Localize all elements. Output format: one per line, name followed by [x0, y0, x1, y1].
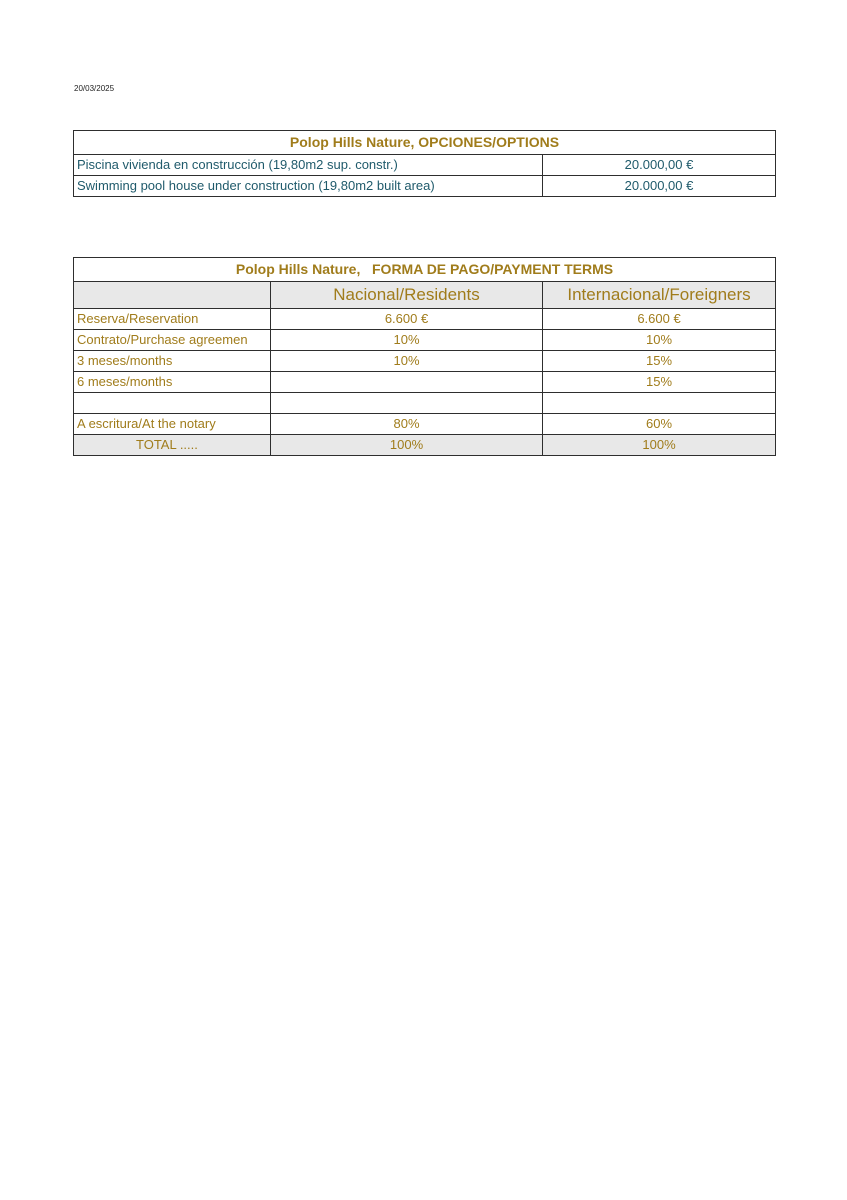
national-value: 80%: [271, 414, 543, 435]
payment-label: 6 meses/months: [74, 372, 271, 393]
international-value: 60%: [543, 414, 776, 435]
options-table-title: Polop Hills Nature, OPCIONES/OPTIONS: [74, 131, 776, 155]
payment-label: A escritura/At the notary: [74, 414, 271, 435]
table-row: [74, 372, 776, 393]
payment-terms-table: [73, 257, 776, 456]
table-row: [74, 393, 776, 414]
payment-table-title: Polop Hills Nature, FORMA DE PAGO/PAYMENT TERMS: [74, 258, 776, 282]
table-row: [74, 309, 776, 330]
table-row: [74, 176, 776, 197]
national-value: [271, 372, 543, 393]
option-label: Piscina vivienda en construcción (19,80m2 sup. constr.): [74, 155, 543, 176]
option-price: 20.000,00 €: [543, 176, 776, 197]
national-value: [271, 393, 543, 414]
international-value: [543, 393, 776, 414]
payment-label: 3 meses/months: [74, 351, 271, 372]
international-value: 15%: [543, 372, 776, 393]
document-date: 20/03/2025: [74, 84, 115, 93]
payment-title-row: [74, 258, 776, 282]
international-value: 10%: [543, 330, 776, 351]
international-value: 6.600 €: [543, 309, 776, 330]
table-row: [74, 414, 776, 435]
total-label: TOTAL .....: [74, 435, 271, 456]
table-row: [74, 155, 776, 176]
table-row: [74, 330, 776, 351]
international-total: 100%: [543, 435, 776, 456]
international-value: 15%: [543, 351, 776, 372]
payment-header-row: [74, 282, 776, 309]
payment-label: Reserva/Reservation: [74, 309, 271, 330]
table-row: [74, 351, 776, 372]
national-value: 10%: [271, 330, 543, 351]
national-value: 6.600 €: [271, 309, 543, 330]
national-value: 10%: [271, 351, 543, 372]
options-table: [73, 130, 776, 197]
total-row: [74, 435, 776, 456]
option-label: Swimming pool house under construction (19,80m2 built area): [74, 176, 543, 197]
payment-label: [74, 393, 271, 414]
column-header-national: Nacional/Residents: [271, 282, 543, 309]
column-header-international: Internacional/Foreigners: [543, 282, 776, 309]
options-title-row: [74, 131, 776, 155]
option-price: 20.000,00 €: [543, 155, 776, 176]
payment-label: Contrato/Purchase agreemen: [74, 330, 271, 351]
header-empty-cell: [74, 282, 271, 309]
national-total: 100%: [271, 435, 543, 456]
